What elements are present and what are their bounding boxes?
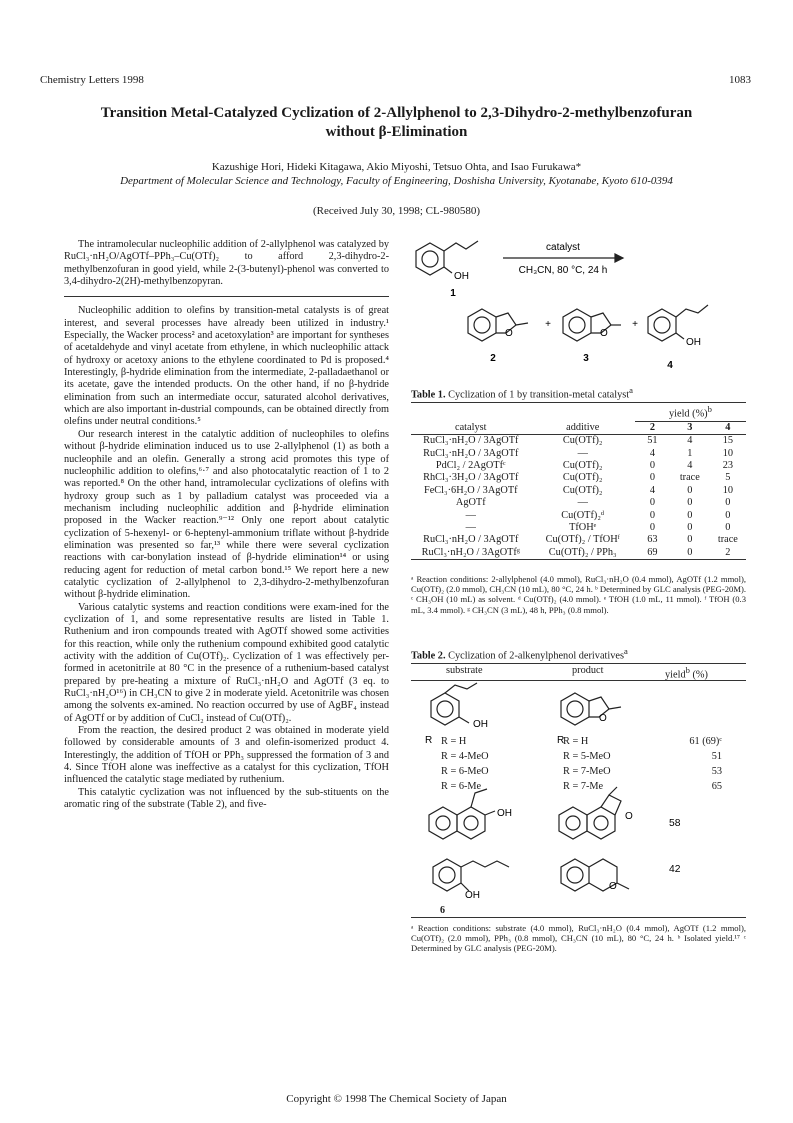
table1-row [411, 510, 746, 522]
body-paragraph: Our research interest in the catalytic addition of nucleophiles to olefins without β-hydride elimination induced us to use 2-allylphenol (1) as both a nucleophile and an olefin. Generally a strong acid promotes this type of nucleophilic addition to olefins,⁶·⁷ and also photocatalytic reaction of 1 to 2 was reported.⁸ On the other hand, intramolecular cyclizations of olefins with hydroxy group such as 1 by palladium catalyst was proceeded via a mechanism including nucleophilic addition and β-hydride elimination proposed in the Wacker reaction.⁹⁻¹² Only one report about catalytic cyclization of 5-hexenyl- or 6-heptenyl-ammonium triflate without β-hydride elimination was presented so far,¹³ while there were several cyclization reactions with car-bonylation instead of β-hydride elimination¹⁴ or using reducing agent for reduction of metal carbon bond.¹⁵ We report here a new catalytic cyclization of 2-allylphenol to 2,3-dihydro-2-methylbenzofuran without β-hydride elimination. [64, 428, 389, 601]
table1-cell: 51 [647, 435, 658, 447]
abstract-rule [64, 296, 389, 297]
table2-cell-product: R = H [563, 736, 589, 747]
compound-label-2: 2 [490, 353, 496, 364]
compound-4-structure [648, 305, 708, 341]
substrate-structure [431, 683, 477, 725]
table1-header-4: 4 [725, 421, 731, 433]
product-structure [561, 693, 621, 725]
table1-cell: trace [679, 472, 700, 484]
table2-header-product: product [572, 665, 604, 676]
body-paragraph: Nucleophilic addition to olefins by transition-metal catalysts is of great interest, and several processes have already been utilized in industry.¹ Especially, the Wacker process² and acetoxylation³ are important for syntheses of acetaldehyde and vinyl acetate from ethylene, in which nucleophilic attack of hydroxy or acetoxy anions to the ethylene coordinated to Pd is proposed.⁴ Interestingly, β-hydride elimination from the intermediate, 2-palladaethanol or its acetate, gave the intended products. On the other hand, if no β-hydride elimination from such an intermediate occur, saturated alcohol derivatives, which are also important in-dustrial compounds, can be obtained directly from olefins under neutral conditions.⁵ [64, 305, 389, 428]
table2-header-substrate: substrate [446, 665, 483, 676]
compound-2-structure [468, 309, 528, 341]
table2-cell-substrate: R = H [441, 736, 467, 747]
table2-cell-substrate: R = 6-Me [441, 781, 482, 792]
table2-rows [411, 736, 746, 796]
table1-cell: 0 [687, 509, 693, 521]
table2-cell-substrate: R = 4-MeO [441, 751, 489, 762]
table1-row [411, 485, 746, 497]
table1-cell: RuCl₃·nH₂O / 3AgOTf [423, 435, 519, 447]
table1-cell: Cu(OTf)₂ [562, 472, 603, 484]
table1-cell: 4 [649, 447, 655, 459]
body-paragraph: Various catalytic systems and reaction conditions were exam-ined for the cyclization of 1, and some representative results are listed in Table 1. Ruthenium and iron compounds treated with AgOTf showed some activities for this reaction, while only the ruthenium compound exhibited good catalytic activity with the addition of Cu(OTf)₂. Cyclization of 1 was effectively per-formed in acetonitrile at 80 °C in the presence of a ruthenium-based catalyst prepared by pre-heating a mixture of RuCl₃·nH₂O and AgOTf (3 eq. to RuCl₃·nH₂O¹⁶) in CH₃CN to give 2 in moderate yield. Acetonitrile was chosen among the solvents ex-amined. No reaction occurred by use of AgBF₄ instead of AgOTf or by addition of CuCl₂ instead of Cu(OTf)₂. [64, 601, 389, 724]
table1-header-catalyst: catalyst [455, 421, 487, 433]
table2-row [411, 751, 746, 766]
table1-caption [411, 385, 746, 400]
table1-cell: 0 [687, 522, 693, 534]
table1-cell: 4 [649, 484, 655, 496]
table1-cell: 10 [722, 447, 733, 459]
table1-header-3: 3 [687, 421, 693, 433]
table1 [411, 403, 746, 560]
table1-cell: 4 [687, 435, 693, 447]
table2-caption [411, 646, 746, 661]
compound-label-1: 1 [450, 288, 456, 299]
naphthyl-substrate-structure [429, 789, 495, 839]
table1-row [411, 547, 746, 560]
table1-cell: 69 [647, 546, 658, 558]
reaction-scheme [408, 233, 748, 383]
compound-1-structure [416, 241, 478, 275]
table1-cell: — [465, 522, 476, 534]
chroman-product-structure [561, 859, 629, 891]
compound-label-3: 3 [583, 353, 589, 364]
table1-row [411, 534, 746, 546]
table1-cell: FeCl₃·6H₂O / 3AgOTf [424, 484, 518, 496]
table1-cell: 2 [725, 546, 731, 558]
scheme-catalyst: catalyst [546, 242, 580, 253]
table1-cell: trace [717, 534, 738, 546]
table1-header-2: 2 [649, 421, 655, 433]
compound-3-structure [563, 309, 621, 341]
naphthyl-yield: 58 [669, 818, 681, 829]
butenylphenol-structure [433, 859, 509, 891]
table1-cell: Cu(OTf)₂ / PPh₃ [548, 546, 617, 558]
table2-caption-label: Table 2. [411, 650, 446, 662]
table2-bottom-rule [411, 917, 746, 918]
table1-cell: 0 [649, 497, 655, 509]
table1-cell: RuCl₃·nH₂O / 3AgOTf [423, 534, 519, 546]
table2-cell-product: R = 7-Me [563, 781, 604, 792]
table1-cell: TfOHᵉ [569, 522, 597, 534]
table1-cell: 23 [722, 460, 733, 472]
substrate-oh: OH [473, 719, 488, 730]
table1-cell: 0 [687, 534, 693, 546]
table2-row [411, 781, 746, 796]
table2-cell-yield: 61 (69)ᶜ [689, 736, 722, 747]
table1-cell: 0 [687, 497, 693, 509]
table1-cell: — [577, 497, 588, 509]
product-r: R [557, 735, 565, 746]
table1-cell: 10 [722, 484, 733, 496]
butenyl-yield: 42 [669, 864, 681, 875]
table1-cell: 0 [649, 509, 655, 521]
table1-cell: 0 [687, 546, 693, 558]
table1-cell: 0 [649, 460, 655, 472]
table1-cell: Cu(OTf)₂ᵈ [561, 509, 605, 521]
table1-caption-label: Table 1. [411, 389, 446, 401]
table1-cell: RuCl₃·nH₂O / 3AgOTfᵍ [421, 546, 520, 558]
table2-footnote: ᵃ Reaction conditions: substrate (4.0 mmol), RuCl₃·nH₂O (0.4 mmol), AgOTf (1.2 mmol), Cu(OTf)₂ (2.0 mmol), PPh₃ (0.8 mmol), CH₃CN (10 mL), 80 °C, 24 h. ᵇ Isolated yield.¹⁷ ᶜ Determined by GLC analysis (PEG-20M). [411, 923, 746, 954]
table1-cell: AgOTf [455, 497, 486, 509]
table1-cell: 4 [687, 460, 693, 472]
body-paragraph: This catalytic cyclization was not influenced by the sub-stituents on the aromatic ring of the substrate (Table 2), and five- [64, 786, 389, 811]
left-column [64, 239, 389, 811]
table1-row [411, 472, 746, 484]
table1-cell: 0 [649, 472, 655, 484]
scheme-o-3: O [600, 328, 608, 339]
table1-cell: 0 [687, 484, 693, 496]
scheme-oh-4: OH [686, 337, 701, 348]
table1-cell: 0 [725, 497, 731, 509]
table1-row [411, 435, 746, 448]
table1-cell: 1 [687, 447, 693, 459]
table1-cell: — [577, 447, 588, 459]
table2-top-rule [411, 663, 746, 664]
table1-row [411, 448, 746, 460]
table1-cell: Cu(OTf)₂ / TfOHᶠ [545, 534, 620, 546]
chroman-o: O [609, 881, 617, 892]
table1-footnote: ᵃ Reaction conditions: 2-allylphenol (4.0 mmol), RuCl₃·nH₂O (0.4 mmol), AgOTf (1.2 mmol), Cu(OTf)₂ (2.0 mmol), CH₃CN (10 mL), 80 °C, 24 h. ᵇ Determined by GLC analysis (PEG-20M). ᶜ CH₃OH (10 mL) as solvent. ᵈ Cu(OTf)₂ (4.0 mmol). ᵉ TfOH (1.0 mL, 11 mmol). ᶠ TfOH (0.3 mL, 3.4 mmol). ᵍ CH₃CN (3 mL), 48 h, PPh₃ (0.8 mmol). [411, 574, 746, 615]
paper-title [40, 104, 753, 142]
title-line-1: Transition Metal-Catalyzed Cyclization of 2-Allylphenol to 2,3-Dihydro-2-methylbenzofuran [100, 105, 693, 121]
table1-cell: Cu(OTf)₂ [562, 435, 603, 447]
table1-caption-sup: a [629, 385, 633, 395]
table1-row [411, 497, 746, 509]
copyright-footer: Copyright © 1998 The Chemical Society of Japan [286, 1093, 507, 1105]
body-paragraph: From the reaction, the desired product 2 was obtained in moderate yield followed by considerable amounts of 3 and olefin-isomerized product 4. Interestingly, the addition of TfOH or PPh₃ suppressed the formation of 3 and 4. Since TfOH alone was ineffective as a catalyst for this cyclization, TfOH influenced the catalytic stage mediated by ruthenium. [64, 725, 389, 786]
table2-cell-yield: 51 [711, 751, 722, 762]
butenyl-oh: OH [465, 890, 480, 901]
table1-cell: 63 [647, 534, 658, 546]
page-number: 1083 [729, 74, 751, 86]
affiliation: Department of Molecular Science and Technology, Faculty of Engineering, Doshisha University, Kyotanabe, Kyoto 610-0394 [120, 175, 673, 187]
table1-grid [411, 403, 746, 560]
table2-cell-yield: 53 [711, 766, 722, 777]
compound-label-4: 4 [667, 360, 673, 371]
table2-cell-product: R = 7-MeO [563, 766, 611, 777]
scheme-conditions: CH₃CN, 80 °C, 24 h [518, 265, 608, 276]
title-line-2: without β-Elimination [325, 124, 468, 140]
table1-cell: 5 [725, 472, 731, 484]
compound-label-6: 6 [440, 905, 445, 916]
authors: Kazushige Hori, Hideki Kitagawa, Akio Miyoshi, Tetsuo Ohta, and Isao Furukawa* [211, 161, 582, 173]
table1-caption-text: Cyclization of 1 by transition-metal catalyst [448, 389, 630, 401]
table1-cell: Cu(OTf)₂ [562, 484, 603, 496]
table2-row [411, 766, 746, 781]
scheme-o-2: O [505, 328, 513, 339]
table1-yield-header: yield (%)$^b$ [635, 403, 746, 421]
table1-cell: 0 [725, 522, 731, 534]
table2-cell-product: R = 5-MeO [563, 751, 611, 762]
naphthyl-o: O [625, 811, 633, 822]
table1-row [411, 522, 746, 534]
table2-caption-sup: a [623, 646, 628, 656]
journal-name: Chemistry Letters 1998 [40, 74, 144, 86]
table1-cell: RhCl₃·3H₂O / 3AgOTf [423, 472, 519, 484]
table1-cell: PdCl₂ / 2AgOTfᶜ [435, 460, 506, 472]
table1-cell: RuCl₃·nH₂O / 3AgOTf [423, 447, 519, 459]
scheme-oh-1: OH [454, 271, 469, 282]
table1-cell: 15 [722, 435, 733, 447]
scheme-plus: + [545, 319, 551, 330]
table1-cell: — [465, 509, 476, 521]
table1-cell: 0 [725, 509, 731, 521]
table2-caption-text: Cyclization of 2-alkenylphenol derivatives [448, 650, 624, 662]
scheme-plus: + [632, 319, 638, 330]
table1-row [411, 460, 746, 472]
substrate-r: R [425, 735, 433, 746]
table1-cell: 0 [649, 522, 655, 534]
table2-cell-yield: 65 [711, 781, 722, 792]
product-o: O [599, 713, 607, 724]
table1-cell: Cu(OTf)₂ [562, 460, 603, 472]
table2-header-yield: yield$^b$ (%) [665, 665, 708, 681]
naphthyl-oh: OH [497, 808, 512, 819]
table2-row [411, 736, 746, 751]
table1-header-additive: additive [566, 421, 600, 433]
abstract: The intramolecular nucleophilic addition of 2-allylphenol was catalyzed by RuCl₃·nH₂O/AgOTf–PPh₃–Cu(OTf)₂ to afford 2,3-dihydro-2-methylbenzofuran in good yield, while 2-(3-butenyl)-phenol was converted to 3,4-dihydro-2(2H)-methylbenzopyran. [64, 239, 389, 288]
received-date: (Received July 30, 1998; CL-980580) [312, 205, 481, 217]
table2-cell-substrate: R = 6-MeO [441, 766, 489, 777]
